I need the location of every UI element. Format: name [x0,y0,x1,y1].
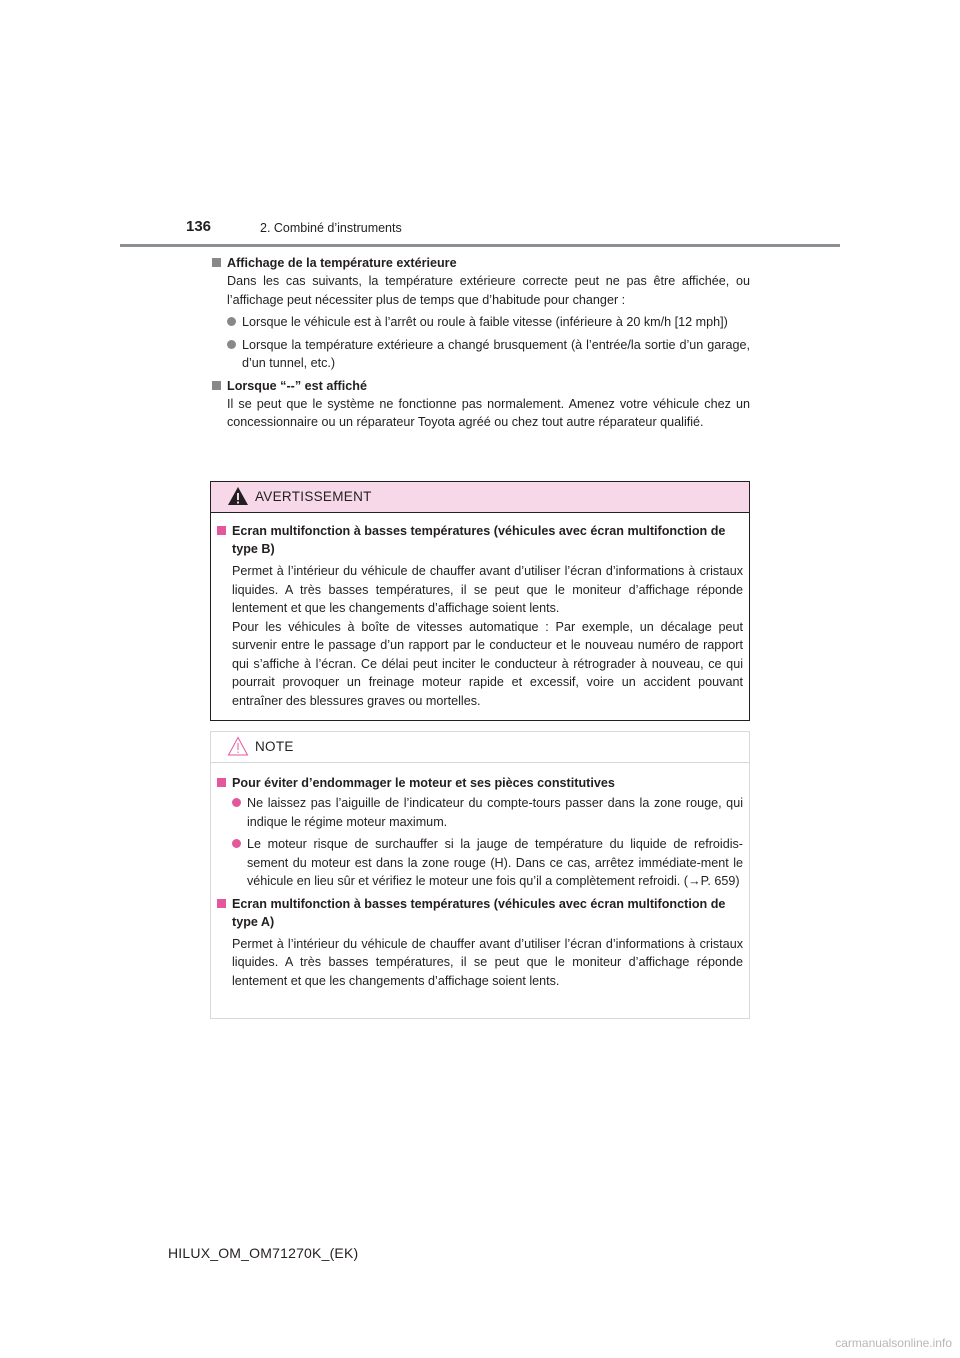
note-box [210,731,750,1019]
circle-bullet-icon [227,340,236,349]
document-code: HILUX_OM_OM71270K_(EK) [168,1245,359,1261]
page-number: 136 [186,218,212,235]
note-header [211,732,749,763]
warning-heading: Ecran multifonction à basses températures (véhicules avec écran multifonction de type B) [217,522,743,558]
square-bullet-icon [212,381,221,390]
circle-bullet-icon [232,798,241,807]
exterior-temp-intro: Dans les cas suivants, la température extérieure correcte peut ne pas être affichée, ou l’affichage peut nécessiter plus de temps que d’habitude pour changer : [227,274,750,307]
warning-para-2: Pour les véhicules à boîte de vitesses automatique : Par exemple, un décalage peut survenir entre le passage d’un rapport par le conducteur et le nouveau numéro de rapport qui s’affiche à l’écran. Ce délai peut inciter le conducteur à rétrograder à nouveau, ce qui pourrait provoquer un freinage moteur rapide et excessif, voire un accident pouvant entraîner des blessures graves ou mortelles. [232,619,743,708]
header-divider [120,244,840,247]
warning-title: AVERTISSEMENT [255,489,372,504]
circle-bullet-icon [232,839,241,848]
main-content [212,254,750,432]
dashes-text: Il se peut que le système ne fonctionne pas normalement. Amenez votre véhicule chez un concessionnaire ou un réparateur Toyota agréé ou chez tout autre réparateur qualifié. [227,396,750,429]
exterior-temp-heading: Affichage de la température extérieure [212,254,750,272]
square-bullet-icon [217,899,226,908]
warning-header [211,482,749,513]
warning-box [210,481,750,721]
note-content [217,774,743,990]
warning-content [217,522,743,710]
dashes-heading: Lorsque “--” est affiché [212,377,750,395]
square-bullet-icon [217,526,226,535]
engine-heading: Pour éviter d’endommager le moteur et ses pièces constitutives [217,774,743,792]
list-item: Lorsque la température extérieure a changé brusquement (à l’entrée/la sortie d’un garage, d’un tunnel, etc.) [212,336,750,373]
list-item: Ne laissez pas l’aiguille de l’indicateur du compte-tours passer dans la zone rouge, qui indique le régime moteur maximum. [217,794,743,831]
square-bullet-icon [217,778,226,787]
circle-bullet-icon [227,317,236,326]
list-item: Le moteur risque de surchauffer si la jauge de température du liquide de refroidis-sement du moteur est dans la zone rouge (H). Dans ce cas, arrêtez immédiate-ment le véhicule en lieu sûr et vérifiez le moteur une fois qu’il a complètement refroidi. (→P. 659) [217,835,743,891]
watermark: carmanualsonline.info [835,1336,952,1350]
square-bullet-icon [212,258,221,267]
list-item: Lorsque le véhicule est à l’arrêt ou roule à faible vitesse (inférieure à 20 km/h [12 mph]) [212,313,750,332]
warning-triangle-icon [227,486,249,506]
screen-a-text: Permet à l’intérieur du véhicule de chauffer avant d’utiliser l’écran d’informations à cristaux liquides. A très basses températures, il se peut que le moniteur d’affichage réponde lentement et que les changements d’affichage soient lents. [232,936,743,988]
warning-para-1: Permet à l’intérieur du véhicule de chauffer avant d’utiliser l’écran d’informations à cristaux liquides. A très basses températures, il se peut que le moniteur d’affichage réponde lentement et que les changements d’affichage soient lents. [232,564,743,615]
screen-a-heading: Ecran multifonction à basses températures (véhicules avec écran multifonction de type A) [217,895,743,931]
note-title: NOTE [255,739,294,754]
section-title: 2. Combiné d’instruments [260,221,402,235]
caution-triangle-icon [227,736,249,756]
